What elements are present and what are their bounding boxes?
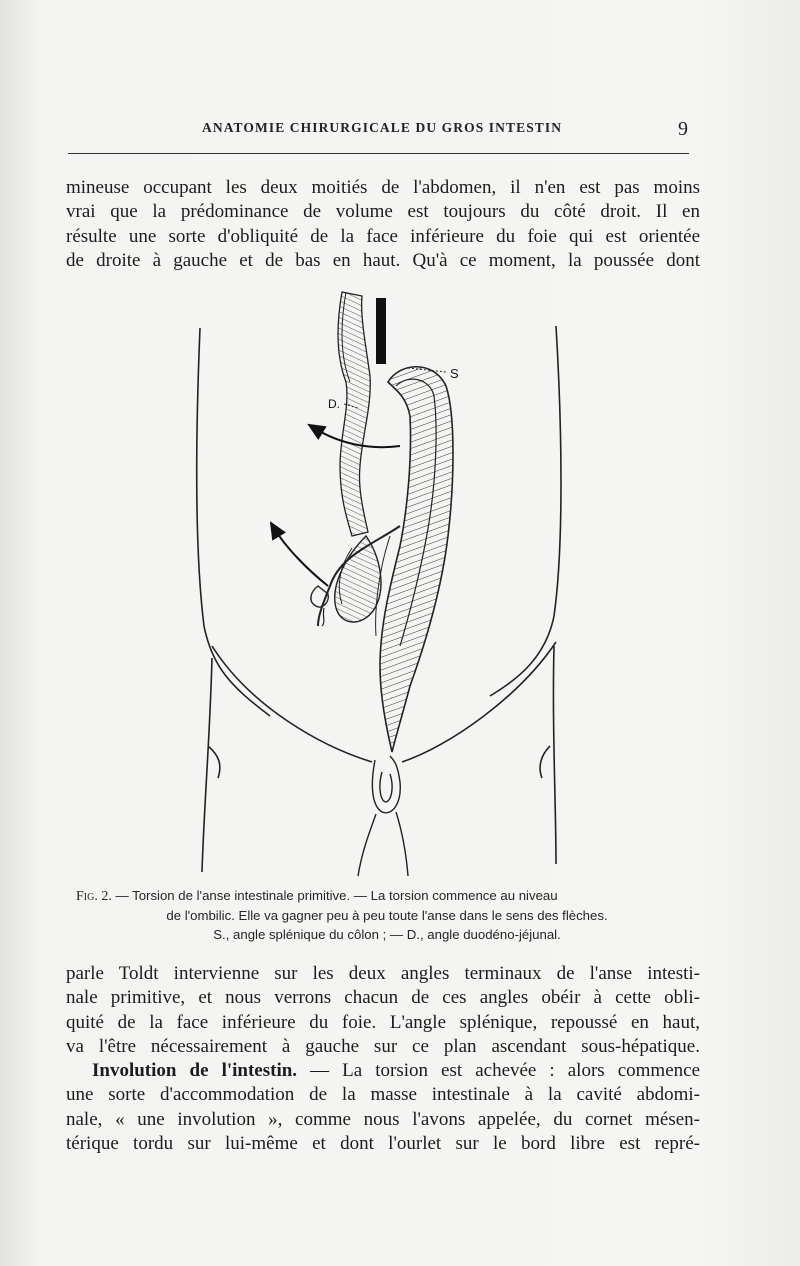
text-line: quité de la face inférieure du foie. L'angle splénique, repoussé en haut, — [66, 1011, 700, 1033]
top-paragraph — [66, 176, 700, 273]
text-line: de droite à gauche et de bas en haut. Qu'à ce moment, la poussée dont — [66, 249, 700, 271]
page-number: 9 — [678, 118, 688, 140]
text-line: résulte une sorte d'obliquité de la face inférieure du foie qui est orientée — [66, 225, 700, 247]
section-first-line — [66, 1059, 700, 1083]
label-s: S — [450, 366, 459, 381]
figure-caption — [76, 886, 698, 944]
text-line: parle Toldt intervienne sur les deux angles terminaux de l'anse intesti- — [66, 963, 700, 984]
text-line: nale primitive, et nous verrons chacun de ces angles obéir à cette obli- — [66, 987, 700, 1009]
label-d: D. — [328, 397, 340, 411]
running-header — [68, 120, 688, 144]
duodenum-column — [338, 292, 386, 536]
header-rule — [68, 153, 689, 154]
text-line: nale, « une involution », comme nous l'avons appelée, du cornet mésen- — [66, 1108, 700, 1130]
text-line: vrai que la prédominance de volume est toujours du côté droit. Il en — [66, 201, 700, 223]
text-line: térique tordu sur lui-même et dont l'ourlet sur le bord libre est repré- — [66, 1133, 700, 1155]
caption-line-3: S., angle splénique du côlon ; — D., angle duodéno-jéjunal. — [213, 927, 561, 942]
caption-line-2: de l'ombilic. Elle va gagner peu à peu toute l'anse dans le sens des flèches. — [166, 908, 608, 923]
anatomical-figure — [190, 286, 570, 878]
figure-label: Fig. 2. — [76, 889, 112, 904]
text-line: va l'être nécessairement à gauche sur ce plan ascendant sous-hépatique. — [66, 1035, 700, 1057]
text-line: mineuse occupant les deux moitiés de l'abdomen, il n'en est pas moins — [66, 177, 700, 198]
arrow-lower — [274, 528, 328, 586]
text-line: une sorte d'accommodation de la masse intestinale à la cavité abdomi- — [66, 1084, 700, 1106]
caption-line-1 — [76, 886, 698, 906]
dark-band — [376, 298, 386, 364]
genital-outline — [358, 756, 408, 876]
section-heading: Involution de l'intestin. — [92, 1060, 298, 1082]
colon-loop — [376, 367, 453, 752]
bottom-paragraph — [66, 962, 700, 1156]
running-title: ANATOMIE CHIRURGICALE DU GROS INTESTIN — [202, 120, 563, 135]
section-text: — La torsion est achevée : alors commence — [297, 1060, 701, 1082]
caption-text-1: — Torsion de l'anse intestinale primitive. — La torsion commence au niveau — [111, 888, 558, 903]
